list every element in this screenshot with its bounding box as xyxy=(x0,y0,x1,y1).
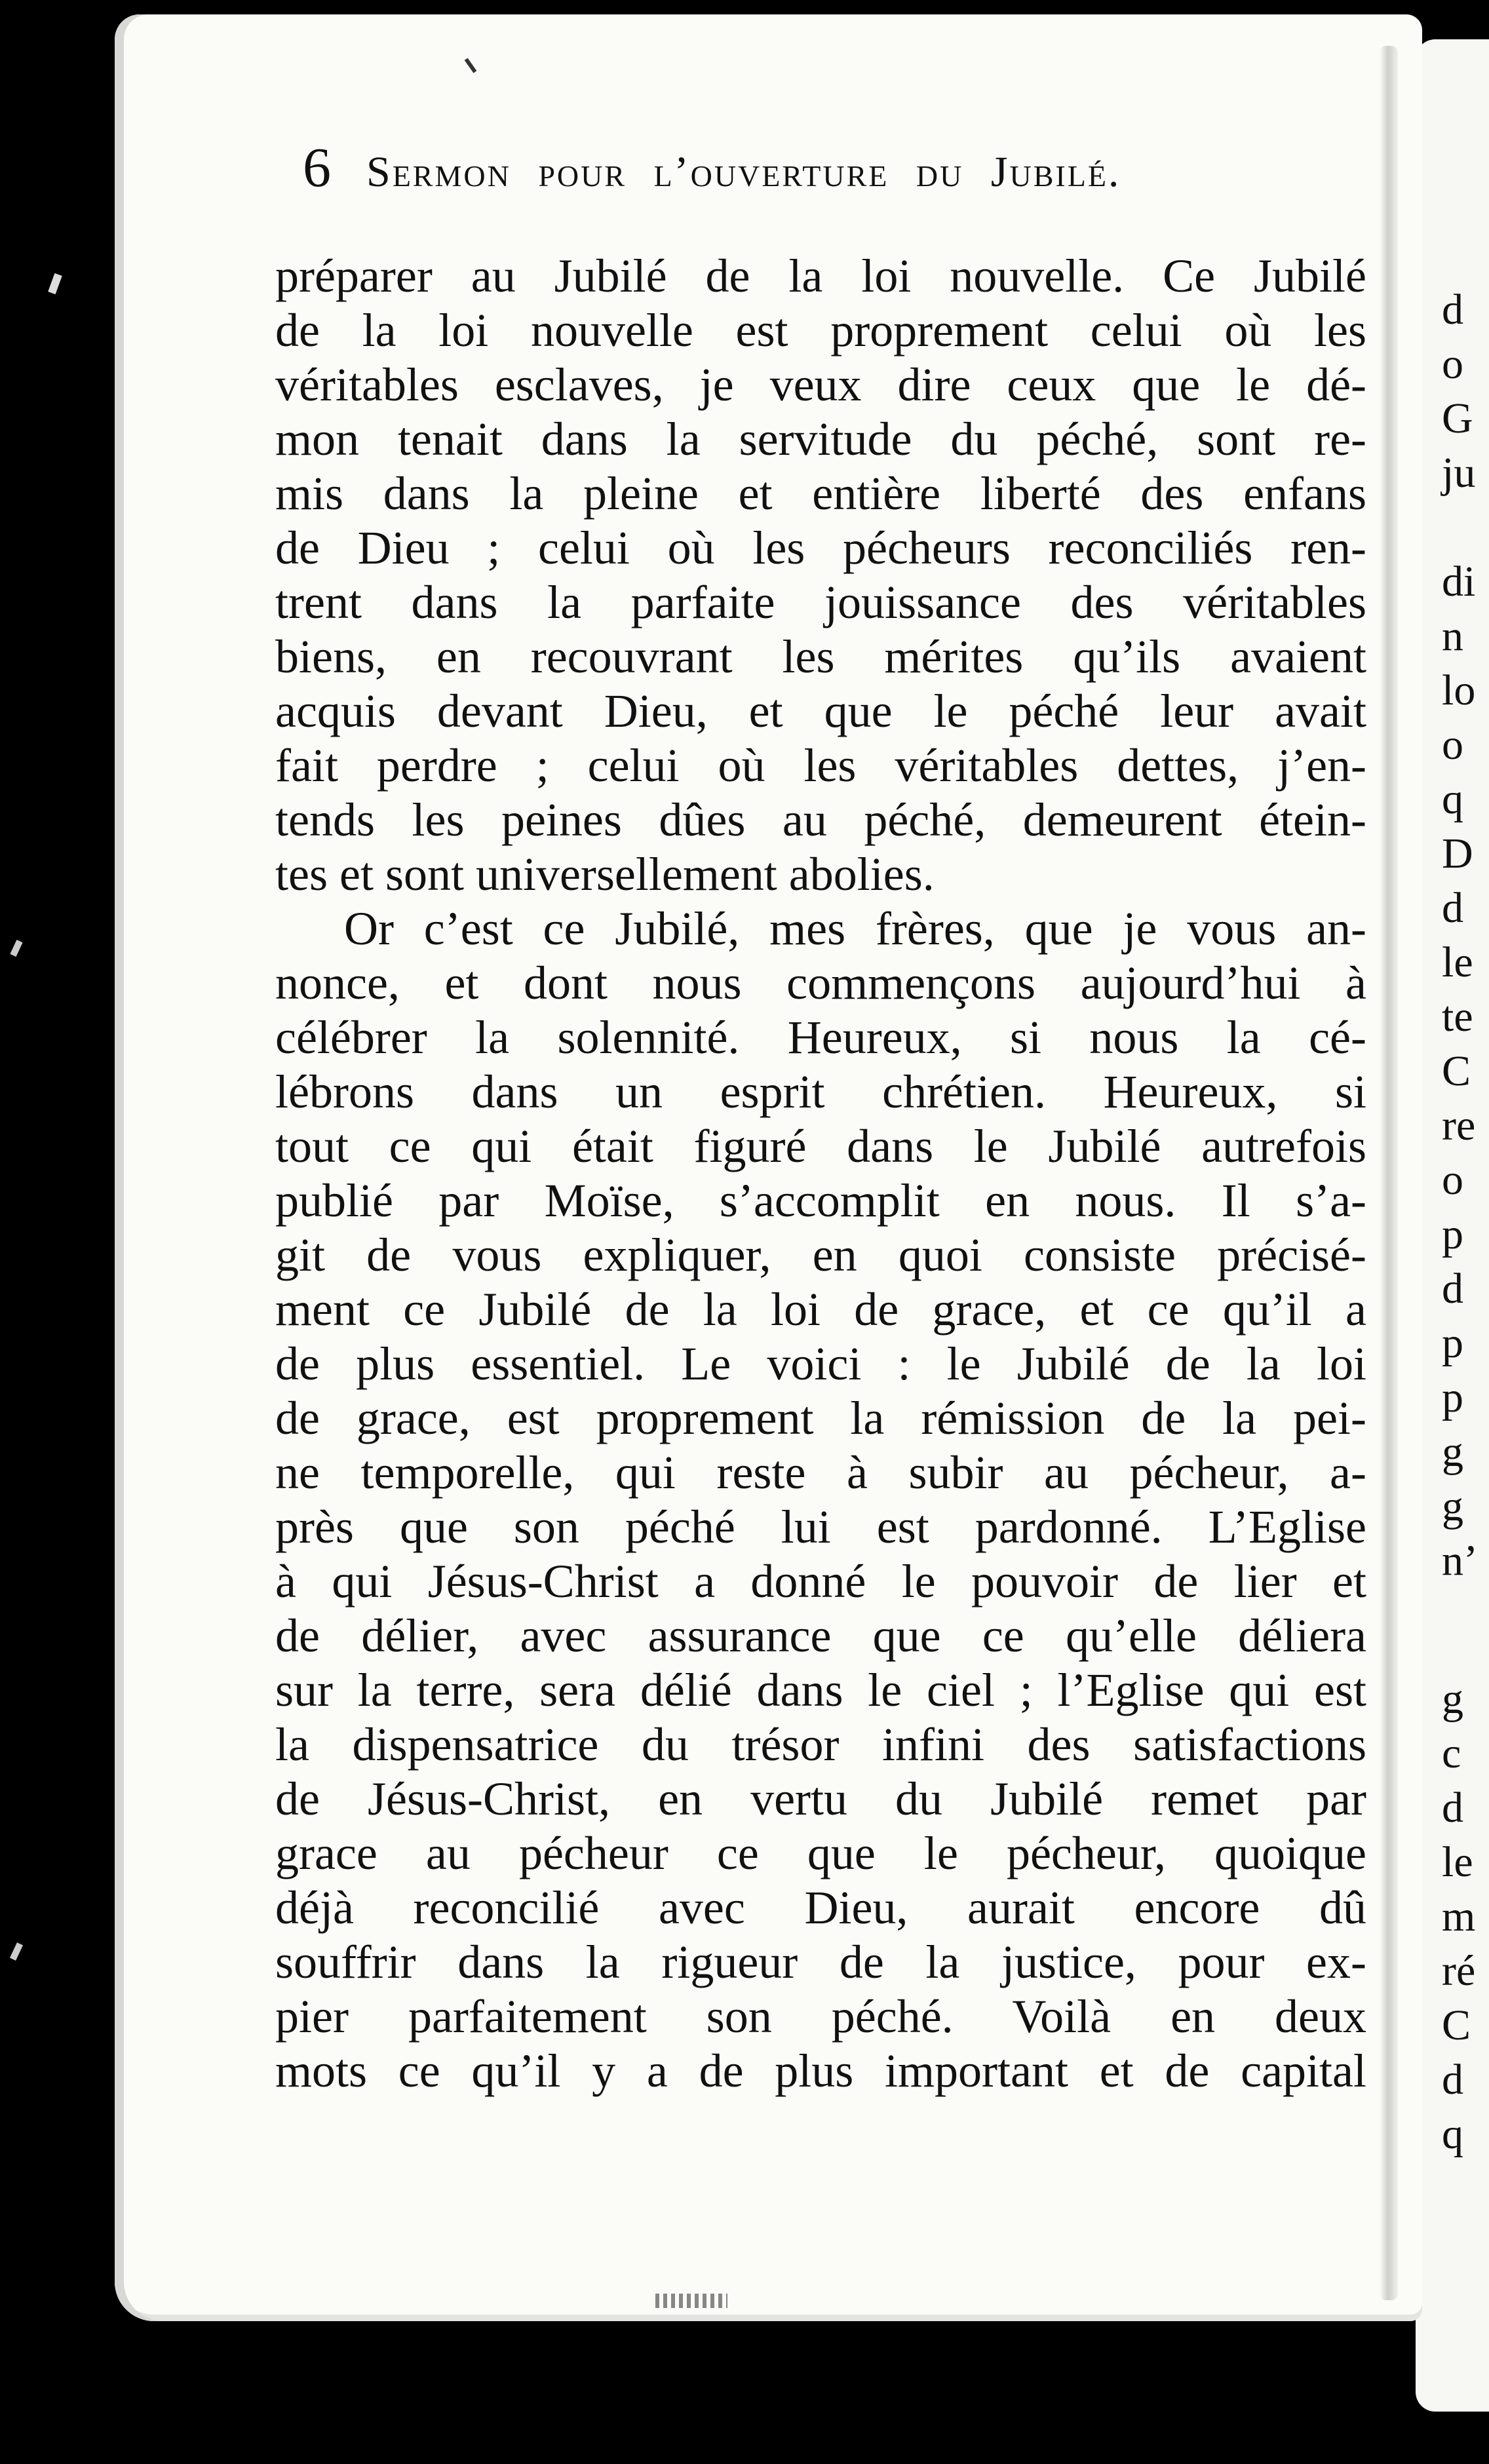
text-line: déjà reconcilié avec Dieu, aurait encore dû xyxy=(275,1881,1366,1934)
facing-fragment: q xyxy=(1442,2110,1463,2158)
facing-fragment: g xyxy=(1442,1428,1463,1476)
facing-fragment: C xyxy=(1442,2001,1471,2049)
page-number: 6 xyxy=(303,136,331,199)
facing-fragment: d xyxy=(1442,1265,1463,1313)
facing-fragment: te xyxy=(1442,993,1473,1041)
paragraph-start-line: Or c’est ce Jubilé, mes frères, que je vous an- xyxy=(344,902,1366,955)
facing-fragment: ju xyxy=(1442,449,1476,497)
text-line: à qui Jésus-Christ a donné le pouvoir de lier et xyxy=(275,1555,1366,1607)
facing-fragment: p xyxy=(1442,1319,1463,1367)
facing-fragment: o xyxy=(1442,1156,1463,1204)
text-line: de plus essentiel. Le voici : le Jubilé de la loi xyxy=(275,1338,1366,1390)
text-line: git de vous expliquer, en quoi consiste précisé- xyxy=(275,1229,1366,1281)
body-text xyxy=(275,249,1366,2098)
text-line: mon tenait dans la servitude du péché, sont re- xyxy=(275,413,1366,465)
facing-fragment: re xyxy=(1442,1102,1476,1149)
facing-fragment: g xyxy=(1442,1675,1463,1723)
text-line: de grace, est proprement la rémission de la pei- xyxy=(275,1392,1366,1444)
text-line: acquis devant Dieu, et que le péché leur avait xyxy=(275,685,1366,737)
facing-fragment: lo xyxy=(1442,666,1476,714)
facing-fragment: p xyxy=(1442,1210,1463,1258)
text-line: biens, en recouvrant les mérites qu’ils avaient xyxy=(275,630,1366,683)
facing-fragment: le xyxy=(1442,938,1473,986)
facing-fragment: d xyxy=(1442,884,1463,932)
facing-page-edge xyxy=(1416,39,1489,2412)
facing-fragment: ré xyxy=(1442,1947,1476,1995)
text-line: préparer au Jubilé de la loi nouvelle. Ce Jubilé xyxy=(275,250,1366,302)
running-head xyxy=(303,134,1325,206)
text-line: véritables esclaves, je veux dire ceux que le dé- xyxy=(275,358,1366,411)
facing-fragment: c xyxy=(1442,1729,1461,1777)
text-line: tends les peines dûes au péché, demeurent étein- xyxy=(275,794,1366,846)
facing-fragment: o xyxy=(1442,340,1463,388)
facing-fragment: C xyxy=(1442,1047,1471,1095)
text-line: nonce, et dont nous commençons aujourd’hui à xyxy=(275,957,1366,1009)
text-line: ment ce Jubilé de la loi de grace, et ce qu’il a xyxy=(275,1283,1366,1336)
text-line: trent dans la parfaite jouissance des véritables xyxy=(275,576,1366,628)
facing-fragment: q xyxy=(1442,775,1463,823)
margin-mark xyxy=(10,1942,23,1961)
text-line: près que son péché lui est pardonné. L’Eglise xyxy=(275,1501,1366,1553)
text-line: de Dieu ; celui où les pécheurs reconciliés ren- xyxy=(275,522,1366,574)
facing-fragment: o xyxy=(1442,721,1463,769)
text-line: fait perdre ; celui où les véritables dettes, j’en- xyxy=(275,739,1366,792)
text-line: célébrer la solennité. Heureux, si nous la cé- xyxy=(275,1011,1366,1064)
facing-fragment: m xyxy=(1442,1893,1476,1940)
facing-fragment: D xyxy=(1442,830,1473,877)
text-line: lébrons dans un esprit chrétien. Heureux, si xyxy=(275,1066,1366,1118)
text-line: mis dans la pleine et entière liberté des enfans xyxy=(275,467,1366,520)
text-line: la dispensatrice du trésor infini des satisfactions xyxy=(275,1718,1366,1771)
facing-fragment: d xyxy=(1442,1784,1463,1832)
facing-fragment: d xyxy=(1442,2056,1463,2104)
facing-fragment: g xyxy=(1442,1482,1463,1530)
page-gutter-edge xyxy=(1380,46,1398,2300)
facing-fragment: p xyxy=(1442,1374,1463,1421)
facing-fragment: n xyxy=(1442,612,1463,660)
text-line: pier parfaitement son péché. Voilà en deux xyxy=(275,1990,1366,2043)
facing-fragment: di xyxy=(1442,558,1476,606)
text-line: de la loi nouvelle est proprement celui où les xyxy=(275,304,1366,356)
text-line: tout ce qui était figuré dans le Jubilé autrefois xyxy=(275,1120,1366,1172)
stray-ink-mark xyxy=(655,2294,727,2308)
facing-fragment: le xyxy=(1442,1838,1473,1886)
facing-fragment: n’ xyxy=(1442,1537,1478,1585)
text-line: de Jésus-Christ, en vertu du Jubilé remet par xyxy=(275,1773,1366,1825)
text-line: publié par Moïse, s’accomplit en nous. Il s’a- xyxy=(275,1174,1366,1227)
text-line: ne temporelle, qui reste à subir au pécheur, a- xyxy=(275,1446,1366,1499)
text-line: grace au pécheur ce que le pécheur, quoique xyxy=(275,1827,1366,1879)
facing-fragment: G xyxy=(1442,395,1473,442)
text-line: mots ce qu’il y a de plus important et de capital xyxy=(275,2045,1366,2097)
running-title: Sermon pour l’ouverture du Jubilé. xyxy=(366,148,1121,196)
facing-fragment: d xyxy=(1442,286,1463,334)
margin-mark xyxy=(10,940,22,957)
margin-mark xyxy=(48,273,62,294)
text-line: sur la terre, sera délié dans le ciel ; l’Eglise qui est xyxy=(275,1664,1366,1716)
paragraph-end-line: tes et sont universellement abolies. xyxy=(275,848,935,900)
text-line: de délier, avec assurance que ce qu’elle déliera xyxy=(275,1609,1366,1662)
text-line: souffrir dans la rigueur de la justice, pour ex- xyxy=(275,1936,1366,1988)
